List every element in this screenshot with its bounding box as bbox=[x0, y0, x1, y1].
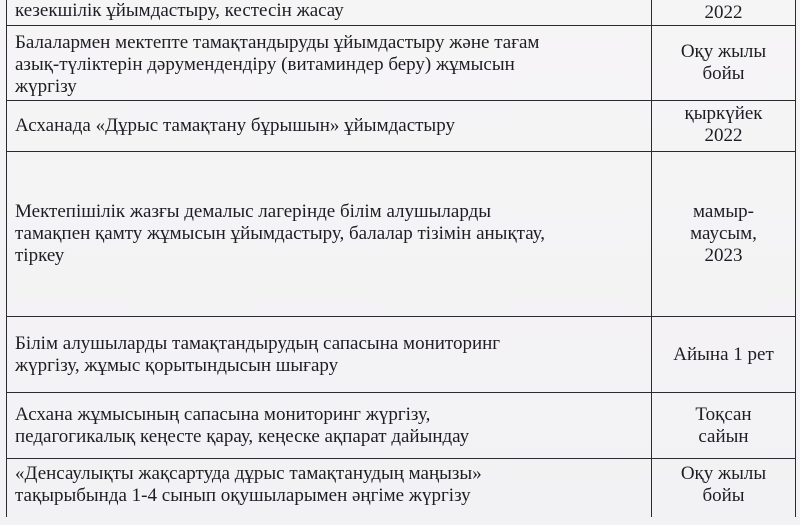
table-row bbox=[7, 393, 796, 459]
term-text: Тоқсан сайын bbox=[695, 403, 752, 447]
term-cell bbox=[652, 101, 796, 152]
term-text: 2022 bbox=[704, 1, 743, 23]
term-cell bbox=[652, 26, 796, 101]
work-plan-table bbox=[6, 0, 796, 517]
task-cell bbox=[7, 26, 652, 101]
table-row bbox=[7, 101, 796, 152]
table-row bbox=[7, 26, 796, 101]
table-row bbox=[7, 0, 796, 26]
term-cell bbox=[652, 152, 796, 317]
term-text: Оқу жылы бойы bbox=[680, 463, 767, 506]
task-cell bbox=[7, 0, 652, 26]
task-cell bbox=[7, 101, 652, 152]
term-cell bbox=[652, 459, 796, 518]
task-cell bbox=[7, 152, 652, 317]
table-row bbox=[7, 152, 796, 317]
table-row bbox=[7, 317, 796, 393]
task-text: Асхана жұмысының сапасына мониторинг жүргізу, педагогикалық кеңесте қарау, кеңеске ақпарат дайындау bbox=[15, 403, 470, 447]
task-cell bbox=[7, 459, 652, 518]
term-text: Оқу жылы бойы bbox=[680, 41, 767, 84]
term-cell bbox=[652, 0, 796, 26]
table-row bbox=[7, 459, 796, 518]
task-text: Білім алушыларды тамақтандырудың сапасына мониторинг жүргізу, жұмыс қорытындысын шығару bbox=[15, 332, 501, 376]
term-cell bbox=[652, 317, 796, 393]
task-text: Балалармен мектепте тамақтандыруды ұйымдастыру және тағам азық-түліктерін дәрумендендіру (витаминдер беру) жұмысын жүргізу bbox=[15, 32, 540, 97]
task-text: «Денсаулықты жақсартуда дұрыс тамақтанудың маңызы» тақырыбында 1-4 сынып оқушыларымен әңгіме жүргізу bbox=[15, 463, 482, 506]
task-text: кезекшілік ұйымдастыру, кестесін жасау bbox=[15, 0, 344, 21]
task-text: Асханада «Дұрыс тамақтану бұрышын» ұйымдастыру bbox=[15, 115, 455, 136]
task-cell bbox=[7, 393, 652, 459]
term-text: Айына 1 рет bbox=[673, 343, 774, 365]
task-cell bbox=[7, 317, 652, 393]
term-cell bbox=[652, 393, 796, 459]
term-text: мамыр- маусым, 2023 bbox=[690, 201, 757, 266]
term-text: қыркүйек 2022 bbox=[684, 103, 763, 146]
task-text: Мектепішілік жазғы демалыс лагерінде білім алушыларды тамақпен қамту жұмысын ұйымдастыру, балалар тізімін анықтау, тіркеу bbox=[15, 201, 546, 266]
